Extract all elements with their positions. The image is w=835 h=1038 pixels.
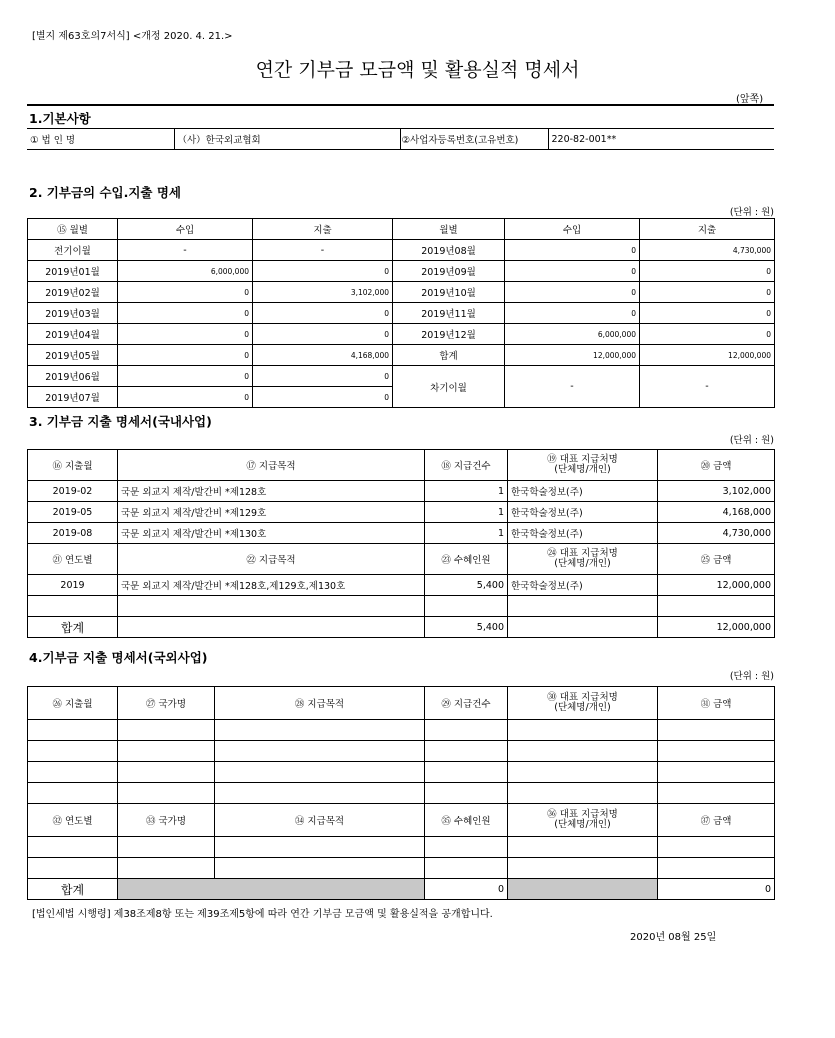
month-cell: 2019년04월 bbox=[28, 324, 118, 345]
payee-cell: 한국학술정보(주) bbox=[508, 502, 658, 523]
col-purpose: ㉘ 지급목적 bbox=[215, 687, 425, 720]
corp-name-label: ① 법 인 명 bbox=[27, 129, 174, 150]
total-amount: 12,000,000 bbox=[658, 617, 775, 638]
income-cell: 0 bbox=[118, 303, 253, 324]
income-cell: 6,000,000 bbox=[118, 261, 253, 282]
income-cell: 0 bbox=[118, 387, 253, 408]
table-row bbox=[28, 741, 775, 762]
page-side: (앞쪽) bbox=[736, 94, 764, 105]
income-cell: 6,000,000 bbox=[505, 324, 640, 345]
payee-cell: 한국학술정보(주) bbox=[508, 575, 658, 596]
signed-date: 2020년 08월 25일 bbox=[630, 932, 717, 943]
col-country: ㉗ 국가명 bbox=[118, 687, 215, 720]
carry-over-label: 차기이월 bbox=[393, 366, 505, 408]
income-cell: 0 bbox=[505, 261, 640, 282]
table-row bbox=[28, 240, 775, 261]
col-expense-2: 지출 bbox=[640, 219, 775, 240]
income-cell: 0 bbox=[505, 240, 640, 261]
payee-sub: (단체명/개인) bbox=[554, 558, 611, 569]
form-label: [별지 제63호의7서식] <개정 2020. 4. 21.> bbox=[32, 31, 233, 42]
table-row bbox=[28, 366, 775, 387]
total-count: 0 bbox=[425, 879, 508, 900]
expense-cell: 0 bbox=[640, 324, 775, 345]
total-income: 12,000,000 bbox=[505, 345, 640, 366]
income-expense-table bbox=[27, 218, 775, 408]
month-cell: 2019년09월 bbox=[393, 261, 505, 282]
income-cell: 0 bbox=[505, 282, 640, 303]
col-expense-month: ㉖ 지출월 bbox=[28, 687, 118, 720]
table-row bbox=[28, 282, 775, 303]
month-cell: 2019년12월 bbox=[393, 324, 505, 345]
col-amount: ㉛ 금액 bbox=[658, 687, 775, 720]
expense-cell: 4,730,000 bbox=[640, 240, 775, 261]
table-row bbox=[28, 858, 775, 879]
amount-cell: 4,730,000 bbox=[658, 523, 775, 544]
total-amount: 0 bbox=[658, 879, 775, 900]
col-payee bbox=[508, 450, 658, 481]
month-cell: 2019년07월 bbox=[28, 387, 118, 408]
corp-name-value: （사）한국외교협회 bbox=[174, 129, 400, 150]
amount-cell: 4,168,000 bbox=[658, 502, 775, 523]
section2-title: 2. 기부금의 수입.지출 명세 bbox=[29, 185, 182, 200]
month-cell: 2019-05 bbox=[28, 502, 118, 523]
expense-cell: 0 bbox=[253, 261, 393, 282]
total-expense: 12,000,000 bbox=[640, 345, 775, 366]
col-count: ⑱ 지급건수 bbox=[425, 450, 508, 481]
total-row bbox=[28, 879, 775, 900]
expense-cell: 0 bbox=[640, 261, 775, 282]
total-label: 합계 bbox=[28, 617, 118, 638]
section3-title: 3. 기부금 지출 명세서(국내사업) bbox=[29, 414, 212, 429]
total-row bbox=[28, 617, 775, 638]
total-label: 합계 bbox=[393, 345, 505, 366]
total-beneficiaries: 5,400 bbox=[425, 617, 508, 638]
col-count: ㉙ 지급건수 bbox=[425, 687, 508, 720]
year-cell: 2019 bbox=[28, 575, 118, 596]
purpose-cell: 국문 외교지 제작/발간비 *제128호 bbox=[118, 481, 425, 502]
col-payee bbox=[508, 687, 658, 720]
table-row bbox=[28, 324, 775, 345]
payee-title: 대표 지급처명 bbox=[559, 548, 618, 559]
payee-num: ㉚ bbox=[547, 692, 557, 703]
purpose-cell: 국문 외교지 제작/발간비 *제128호,제129호,제130호 bbox=[118, 575, 425, 596]
expense-cell: 0 bbox=[640, 282, 775, 303]
amount-cell: 12,000,000 bbox=[658, 575, 775, 596]
month-cell: 2019-02 bbox=[28, 481, 118, 502]
payee-sub: (단체명/개인) bbox=[554, 464, 611, 475]
income-cell: - bbox=[118, 240, 253, 261]
income-cell: 0 bbox=[118, 366, 253, 387]
purpose-cell: 국문 외교지 제작/발간비 *제129호 bbox=[118, 502, 425, 523]
amount-cell: 3,102,000 bbox=[658, 481, 775, 502]
col-payee-2 bbox=[508, 804, 658, 837]
month-cell: 전기이월 bbox=[28, 240, 118, 261]
section2-unit: (단위 : 원) bbox=[729, 207, 774, 218]
page-title: 연간 기부금 모금액 및 활용실적 명세서 bbox=[255, 59, 580, 81]
col-income: 수입 bbox=[118, 219, 253, 240]
reg-number-label: ②사업자등록번호(고유번호) bbox=[400, 129, 548, 150]
domestic-expense-table bbox=[27, 449, 775, 638]
carry-over-income: - bbox=[505, 366, 640, 408]
col-month: ⑮ 월별 bbox=[28, 219, 118, 240]
count-cell: 1 bbox=[425, 523, 508, 544]
section4-unit: (단위 : 원) bbox=[729, 671, 774, 682]
payee-cell: 한국학술정보(주) bbox=[508, 481, 658, 502]
section3-unit: (단위 : 원) bbox=[729, 435, 774, 446]
payee-num: ⑲ bbox=[547, 454, 557, 465]
col-expense: 지출 bbox=[253, 219, 393, 240]
col-month-2: 월별 bbox=[393, 219, 505, 240]
overseas-expense-table bbox=[27, 686, 775, 900]
table-row bbox=[28, 783, 775, 804]
col-amount-2: ㉕ 금액 bbox=[658, 544, 775, 575]
basic-info-table bbox=[27, 128, 774, 150]
total-label: 합계 bbox=[28, 879, 118, 900]
expense-cell: 0 bbox=[253, 387, 393, 408]
col-payee-2 bbox=[508, 544, 658, 575]
month-cell: 2019년05월 bbox=[28, 345, 118, 366]
col-expense-month: ⑯ 지출월 bbox=[28, 450, 118, 481]
col-year: ㉑ 연도별 bbox=[28, 544, 118, 575]
table-row bbox=[28, 720, 775, 741]
purpose-cell: 국문 외교지 제작/발간비 *제130호 bbox=[118, 523, 425, 544]
carry-over-expense: - bbox=[640, 366, 775, 408]
income-cell: 0 bbox=[118, 324, 253, 345]
col-year: ㉜ 연도별 bbox=[28, 804, 118, 837]
table-row bbox=[28, 596, 775, 617]
payee-num: ㉔ bbox=[547, 548, 557, 559]
month-cell: 2019년02월 bbox=[28, 282, 118, 303]
month-cell: 2019-08 bbox=[28, 523, 118, 544]
expense-cell: - bbox=[253, 240, 393, 261]
payee-title: 대표 지급처명 bbox=[559, 454, 618, 465]
table-row bbox=[28, 837, 775, 858]
table-row bbox=[28, 481, 775, 502]
month-cell: 2019년06월 bbox=[28, 366, 118, 387]
month-cell: 2019년11월 bbox=[393, 303, 505, 324]
expense-cell: 3,102,000 bbox=[253, 282, 393, 303]
payee-num: ㊱ bbox=[547, 809, 557, 820]
payee-sub: (단체명/개인) bbox=[554, 702, 611, 713]
col-amount: ⑳ 금액 bbox=[658, 450, 775, 481]
col-amount-2: ㊲ 금액 bbox=[658, 804, 775, 837]
beneficiaries-cell: 5,400 bbox=[425, 575, 508, 596]
table-row bbox=[28, 575, 775, 596]
shaded-cell bbox=[118, 879, 425, 900]
law-notice: [법인세법 시행령] 제38조제8항 또는 제39조제5항에 따라 연간 기부금 모금액 및 활용실적을 공개합니다. bbox=[32, 909, 493, 920]
table-row bbox=[28, 762, 775, 783]
section4-title: 4.기부금 지출 명세서(국외사업) bbox=[29, 650, 208, 665]
reg-number-value: 220-82-001** bbox=[548, 129, 774, 150]
expense-cell: 0 bbox=[253, 303, 393, 324]
col-country-2: ㉝ 국가명 bbox=[118, 804, 215, 837]
table-row bbox=[28, 345, 775, 366]
count-cell: 1 bbox=[425, 502, 508, 523]
month-cell: 2019년03월 bbox=[28, 303, 118, 324]
col-beneficiaries: ㉓ 수혜인원 bbox=[425, 544, 508, 575]
income-cell: 0 bbox=[505, 303, 640, 324]
col-beneficiaries: ㉟ 수혜인원 bbox=[425, 804, 508, 837]
expense-cell: 4,168,000 bbox=[253, 345, 393, 366]
shaded-cell bbox=[508, 879, 658, 900]
col-income-2: 수입 bbox=[505, 219, 640, 240]
income-cell: 0 bbox=[118, 282, 253, 303]
payee-cell: 한국학술정보(주) bbox=[508, 523, 658, 544]
expense-cell: 0 bbox=[640, 303, 775, 324]
expense-cell: 0 bbox=[253, 366, 393, 387]
income-cell: 0 bbox=[118, 345, 253, 366]
payee-sub: (단체명/개인) bbox=[554, 819, 611, 830]
table-row bbox=[28, 502, 775, 523]
payee-title: 대표 지급처명 bbox=[559, 692, 618, 703]
expense-cell: 0 bbox=[253, 324, 393, 345]
section1-title: 1.기본사항 bbox=[29, 111, 91, 126]
table-row bbox=[28, 303, 775, 324]
col-purpose: ⑰ 지급목적 bbox=[118, 450, 425, 481]
month-cell: 2019년01월 bbox=[28, 261, 118, 282]
count-cell: 1 bbox=[425, 481, 508, 502]
table-row bbox=[28, 261, 775, 282]
month-cell: 2019년10월 bbox=[393, 282, 505, 303]
col-purpose-2: ㉒ 지급목적 bbox=[118, 544, 425, 575]
table-row bbox=[28, 523, 775, 544]
month-cell: 2019년08월 bbox=[393, 240, 505, 261]
payee-title: 대표 지급처명 bbox=[559, 809, 618, 820]
col-purpose-2: ㉞ 지급목적 bbox=[215, 804, 425, 837]
section1-top-rule bbox=[27, 104, 774, 106]
